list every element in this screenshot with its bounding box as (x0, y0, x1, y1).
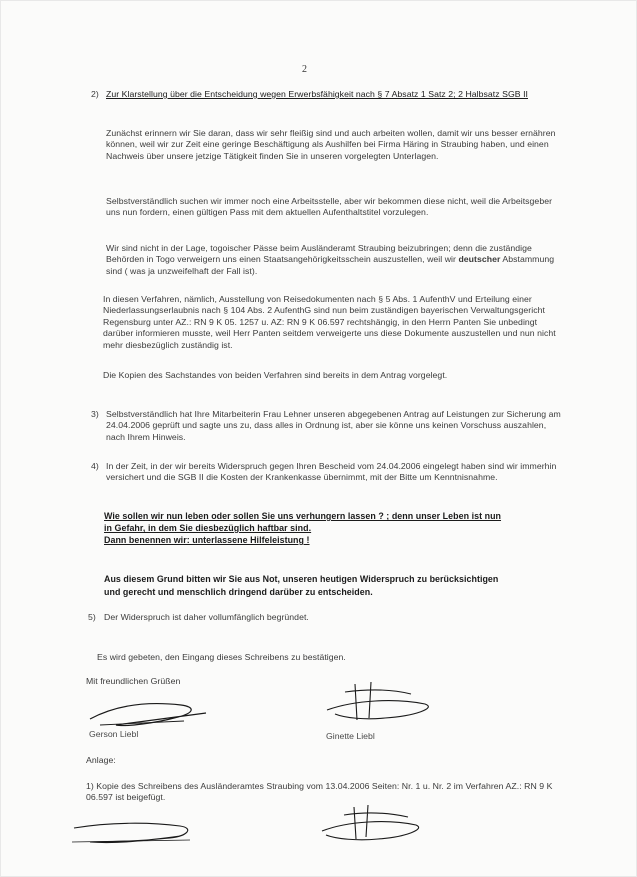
page-number: 2 (302, 64, 307, 75)
emphasis-line-2: in Gefahr, in dem Sie diesbezüglich haftbar sind. (104, 523, 312, 533)
closing-greeting: Mit freundlichen Grüßen (86, 676, 181, 686)
emphasis-line-3: Dann benennen wir: unterlassene Hilfeleistung ! (104, 535, 310, 545)
section-2-paragraph-1: Zunächst erinnern wir Sie daran, dass wir sehr fleißig sind und auch arbeiten wollen, damit wir uns besser ernähren können, weil wir zur Zeit eine geringe Beschäftigung als Aushilfen bei Firma Häring in Straubing haben, und einen Nachweis über unsere jetzige Tätigkeit finden Sie in unseren vorgelegten Unterlagen. (106, 128, 556, 161)
section-2-paragraph-4: In diesen Verfahren, nämlich, Ausstellung von Reisedokumenten nach § 5 Abs. 1 AufenthV und Erteilung einer Niederlassungserlaubnis nach § 104 Abs. 2 AufenthG sind nun beim zuständigen bayerischen Verwaltungsgericht Regensburg unter AZ.: RN 9 K 05. 1257 u. AZ: RN 9 K 06.597 rechtshängig, in den Herrn Panten Sie unbedingt darüber informieren musste, weil Herr Panten seitdem verweigerte uns diese Dokumente auszustellen und nun nicht mehr diesbezüglich zuständig ist. (103, 294, 556, 350)
attachments-label: Anlage: (86, 755, 116, 765)
section-5-number: 5) (88, 612, 96, 622)
emphasis-request: Aus diesem Grund bitten wir Sie aus Not, unseren heutigen Widerspruch zu berücksichtigen und gerecht und menschlich dringend darüber zu entscheiden. (104, 574, 499, 597)
section-4-number: 4) (91, 461, 99, 471)
section-3-number: 3) (91, 409, 99, 419)
section-3-text: Selbstverständlich hat Ihre Mitarbeiterin Frau Lehner unseren abgegebenen Antrag auf Leistungen zur Sicherung am 24.04.2006 geprüft und sagte uns zu, dass alles in Ordnung ist, aber sie könne uns keinen Vorschuss auszahlen, nach Ihrem Hinweis. (106, 409, 561, 442)
section-5-text: Der Widerspruch ist daher vollumfänglich begründet. (104, 612, 309, 622)
signer-1-name: Gerson Liebl (89, 729, 139, 739)
signer-2-name: Ginette Liebl (326, 731, 375, 741)
emphasis-deutscher: deutscher (458, 254, 501, 265)
attachment-1: 1) Kopie des Schreibens des Ausländeramtes Straubing vom 13.04.2006 Seiten: Nr. 1 u. Nr. 2 im Verfahren AZ.: RN 9 K 06.597 ist beigefügt. (86, 781, 553, 803)
emphasis-line-1: Wie sollen wir nun leben oder sollen Sie uns verhungern lassen ? ; denn unser Leben ist nun (104, 511, 502, 521)
section-2-heading: Zur Klarstellung über die Entscheidung wegen Erwerbsfähigkeit nach § 7 Absatz 1 Satz 2; 2 Halbsatz SGB II (106, 89, 528, 99)
confirmation-request: Es wird gebeten, den Eingang dieses Schreibens zu bestätigen. (97, 652, 346, 662)
section-4-text: In der Zeit, in der wir bereits Widerspruch gegen Ihren Bescheid vom 24.04.2006 eingelegt haben sind wir immerhin versichert und die SGB II die Kosten der Krankenkasse übernimmt, mit der Bitte um Kenntnisnahme. (106, 461, 557, 483)
section-2-number: 2) (91, 89, 99, 99)
section-2-paragraph-2: Selbstverständlich suchen wir immer noch eine Arbeitsstelle, aber wir bekommen diese nicht, weil die Arbeitsgeber uns nun fordern, einen gültigen Pass mit dem aktuellen Aufenthaltstitel vorzulegen. (106, 196, 553, 218)
section-2-paragraph-3: Wir sind nicht in der Lage, togoischer Pässe beim Ausländeramt Straubing beizubringen; denn die zuständige Behörden in Togo verweigern uns einen Staatsangehörigkeitsschein auszustellen, weil wir deutscher Abstammung sind ( was ja unzweifelhaft der Fall ist). (106, 243, 555, 276)
section-2-paragraph-5: Die Kopien des Sachstandes von beiden Verfahren sind bereits in dem Antrag vorgelegt. (103, 370, 448, 380)
